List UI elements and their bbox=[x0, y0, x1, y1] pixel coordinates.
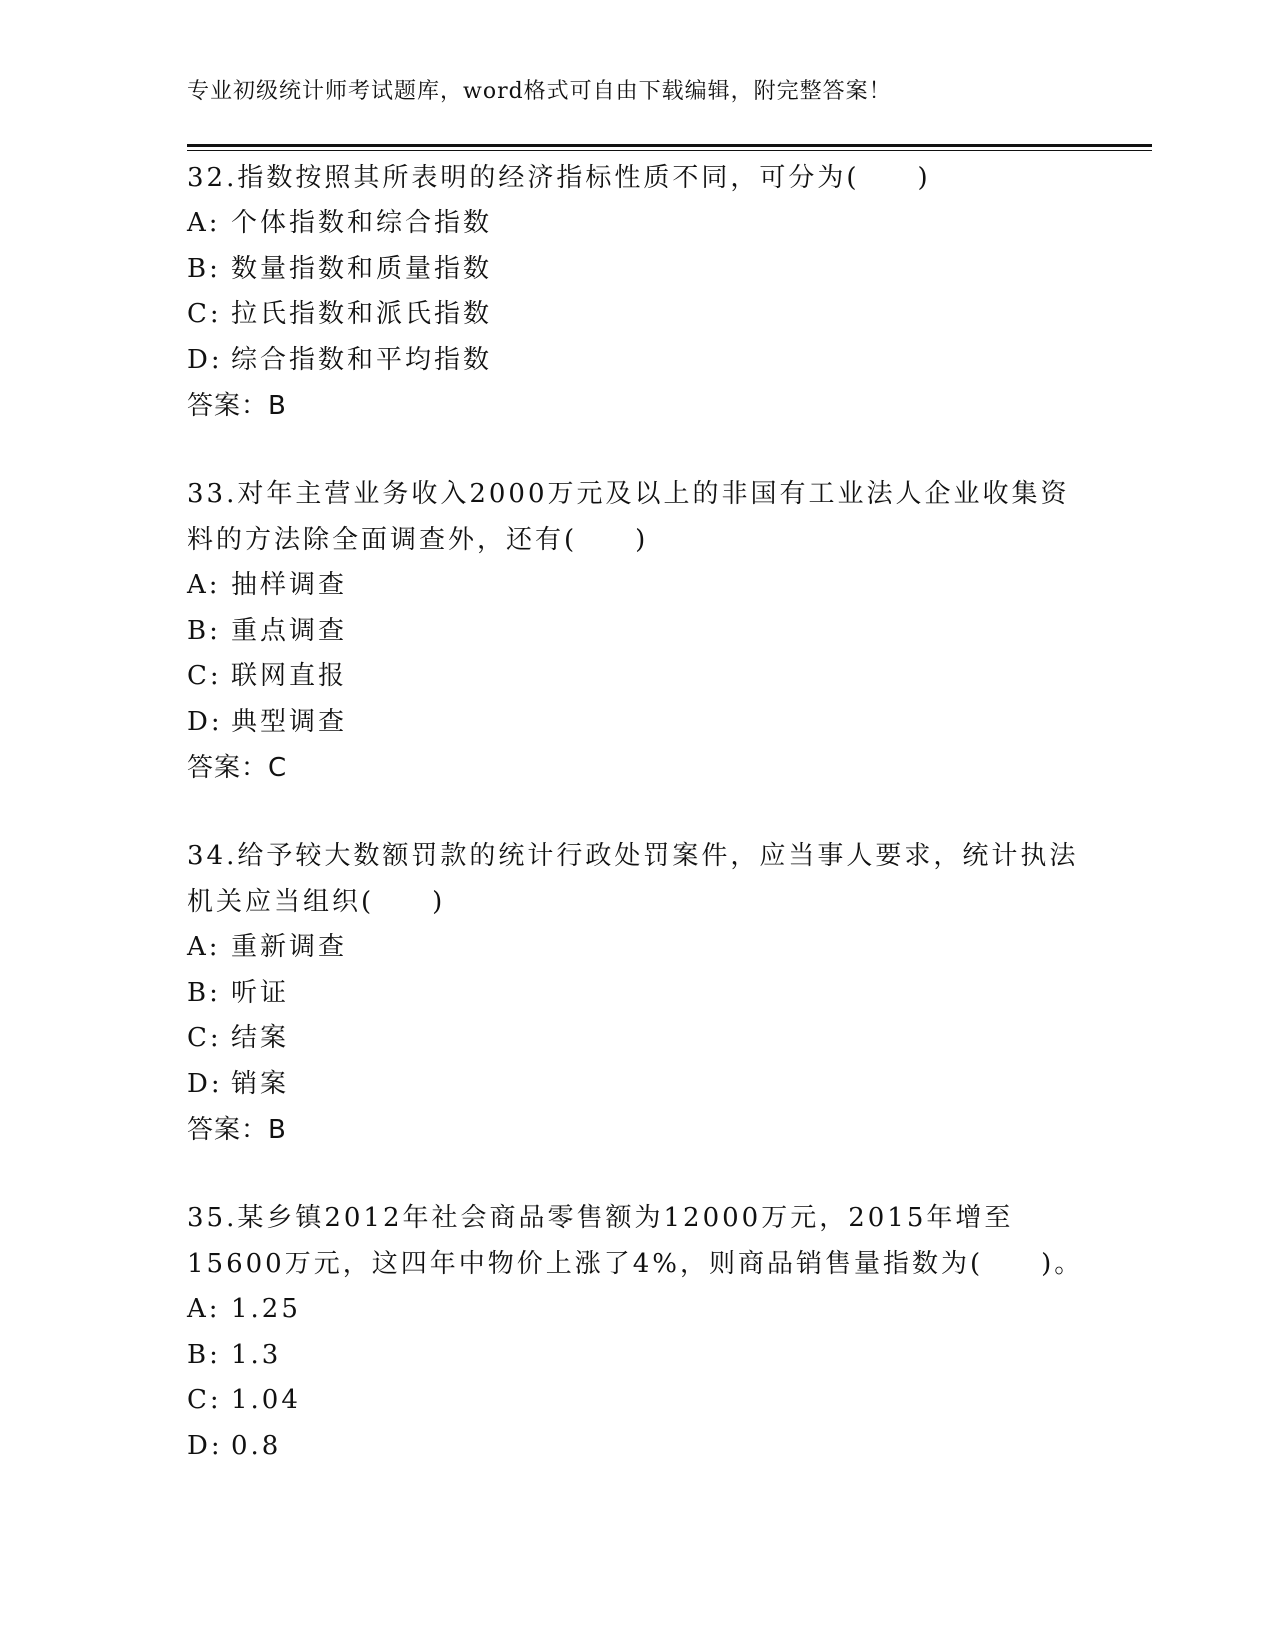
option-b bbox=[187, 971, 1087, 1017]
option-letter: A: bbox=[187, 1294, 221, 1324]
page-header: 专业初级统计师考试题库，word格式可自由下载编辑，附完整答案！ bbox=[187, 79, 892, 104]
option-text: 联网直报 bbox=[231, 661, 348, 691]
option-letter: D: bbox=[187, 1430, 223, 1461]
option-letter: C: bbox=[187, 299, 222, 329]
option-text: 1.04 bbox=[231, 1385, 301, 1415]
option-d bbox=[187, 1062, 1087, 1108]
option-a bbox=[187, 925, 1087, 971]
option-letter: B: bbox=[187, 977, 221, 1008]
question-stem: 33.对年主营业务收入2000万元及以上的非国有工业法人企业收集资料的方法除全面调查外，还有( ) bbox=[187, 479, 1070, 555]
option-text: 1.25 bbox=[231, 1294, 301, 1324]
option-text: 重点调查 bbox=[231, 615, 348, 646]
option-a bbox=[187, 201, 1087, 247]
question-stem: 34.给予较大数额罚款的统计行政处罚案件，应当事人要求，统计执法机关应当组织( ) bbox=[187, 841, 1079, 917]
option-d bbox=[187, 700, 1087, 746]
question-stem: 35.某乡镇2012年社会商品零售额为12000万元，2015年增至15600万元，这四年中物价上涨了4%，则商品销售量指数为( )。 bbox=[187, 1203, 1084, 1279]
option-a bbox=[187, 1287, 1087, 1333]
option-text: 0.8 bbox=[231, 1430, 282, 1461]
option-c bbox=[187, 1378, 1087, 1424]
option-c bbox=[187, 292, 1087, 338]
option-letter: D: bbox=[187, 706, 223, 737]
answer-text: 答案：B bbox=[187, 1115, 287, 1145]
question-stem: 32.指数按照其所表明的经济指标性质不同，可分为( ) bbox=[187, 163, 931, 193]
option-letter: A: bbox=[187, 208, 221, 238]
option-d bbox=[187, 1424, 1087, 1470]
option-c bbox=[187, 654, 1087, 700]
option-text: 重新调查 bbox=[231, 932, 348, 962]
option-text: 综合指数和平均指数 bbox=[231, 344, 493, 375]
option-letter: B: bbox=[187, 615, 221, 646]
question-list bbox=[187, 155, 1087, 1511]
question-34 bbox=[187, 833, 1087, 1153]
option-text: 结案 bbox=[231, 1023, 290, 1053]
option-letter: C: bbox=[187, 1023, 222, 1053]
option-letter: C: bbox=[187, 1385, 222, 1415]
option-d bbox=[187, 338, 1087, 384]
option-letter: B: bbox=[187, 1339, 221, 1370]
header-divider-thick bbox=[187, 144, 1152, 147]
option-b bbox=[187, 247, 1087, 293]
option-b bbox=[187, 609, 1087, 655]
option-text: 数量指数和质量指数 bbox=[231, 253, 493, 284]
option-c bbox=[187, 1016, 1087, 1062]
option-letter: A: bbox=[187, 932, 221, 962]
question-35 bbox=[187, 1195, 1087, 1469]
option-letter: B: bbox=[187, 253, 221, 284]
option-letter: D: bbox=[187, 344, 223, 375]
answer-text: 答案：C bbox=[187, 753, 288, 783]
option-letter: D: bbox=[187, 1068, 223, 1099]
option-text: 听证 bbox=[231, 977, 290, 1008]
option-text: 抽样调查 bbox=[231, 570, 348, 600]
option-a bbox=[187, 563, 1087, 609]
header-divider-thin bbox=[187, 150, 1152, 151]
question-33 bbox=[187, 471, 1087, 791]
option-b bbox=[187, 1333, 1087, 1379]
option-text: 个体指数和综合指数 bbox=[231, 208, 493, 238]
question-32 bbox=[187, 155, 1087, 429]
answer-text: 答案：B bbox=[187, 391, 287, 421]
option-letter: C: bbox=[187, 661, 222, 691]
option-text: 销案 bbox=[231, 1068, 290, 1099]
option-letter: A: bbox=[187, 570, 221, 600]
option-text: 拉氏指数和派氏指数 bbox=[231, 299, 493, 329]
option-text: 典型调查 bbox=[231, 706, 348, 737]
option-text: 1.3 bbox=[231, 1339, 282, 1370]
